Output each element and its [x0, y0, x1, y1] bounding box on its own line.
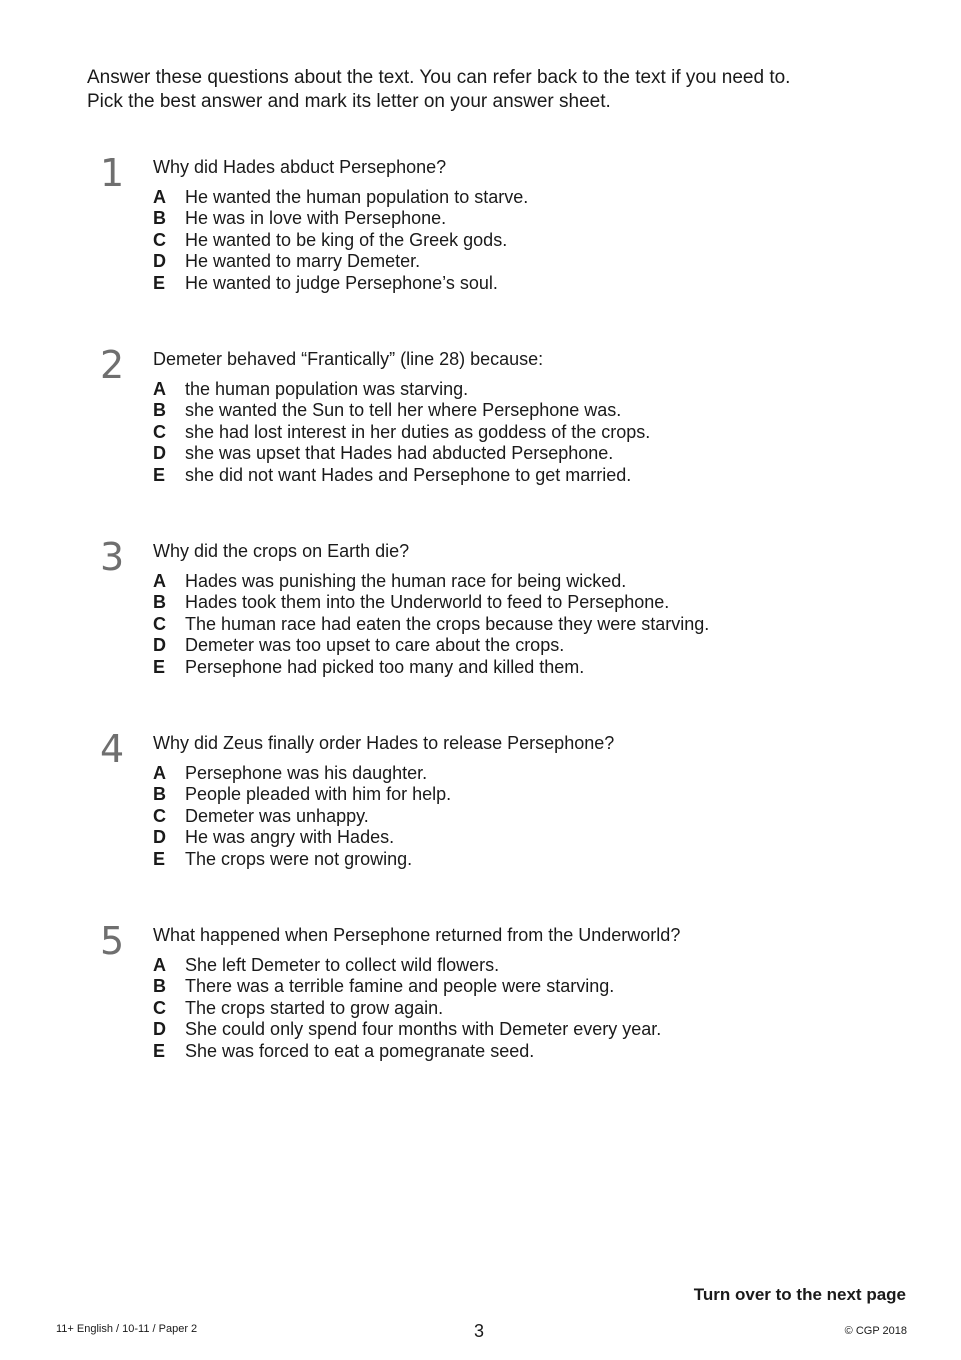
- option-text: she wanted the Sun to tell her where Persephone was.: [185, 400, 622, 421]
- option-letter: A: [153, 187, 166, 207]
- option-text: The human race had eaten the crops because they were starving.: [185, 613, 710, 634]
- answer-options: [153, 379, 650, 486]
- option-text: People pleaded with him for help.: [185, 784, 452, 805]
- option-letter: E: [153, 656, 166, 677]
- option-text: Demeter was unhappy.: [185, 805, 369, 826]
- answer-option-d: [153, 1019, 661, 1040]
- answer-option-d: [153, 827, 451, 848]
- option-letter: D: [153, 443, 166, 464]
- instructions: [87, 66, 887, 114]
- option-letter: C: [153, 805, 166, 826]
- option-text: The crops were not growing.: [185, 848, 413, 869]
- option-text: He wanted to judge Persephone’s soul.: [185, 272, 498, 293]
- option-letter: B: [153, 400, 166, 421]
- answer-option-d: [153, 251, 528, 272]
- option-text: she was upset that Hades had abducted Persephone.: [185, 443, 614, 464]
- option-text: He was angry with Hades.: [185, 827, 395, 848]
- answer-option-b: [153, 976, 661, 997]
- option-letter: D: [153, 827, 166, 848]
- option-letter: E: [153, 464, 166, 485]
- question-number: 2: [100, 343, 125, 387]
- option-letter: B: [153, 976, 166, 997]
- option-letter: D: [153, 635, 166, 656]
- option-letter: B: [153, 208, 166, 229]
- question-text: What happened when Persephone returned from the Underworld?: [153, 925, 681, 945]
- option-text: He wanted to be king of the Greek gods.: [185, 229, 508, 250]
- answer-option-b: [153, 208, 528, 229]
- answer-option-e: [153, 657, 709, 678]
- option-text: She could only spend four months with Demeter every year.: [185, 1019, 662, 1040]
- answer-option-b: [153, 400, 650, 421]
- answer-option-a: [153, 379, 650, 400]
- option-letter: C: [153, 229, 166, 250]
- option-letter: A: [153, 571, 166, 591]
- answer-option-e: [153, 849, 451, 870]
- option-text: the human population was starving.: [185, 379, 469, 399]
- answer-option-e: [153, 465, 650, 486]
- instructions-line-2: Pick the best answer and mark its letter on your answer sheet.: [87, 91, 611, 112]
- option-letter: A: [153, 379, 166, 399]
- option-text: He wanted to marry Demeter.: [185, 251, 421, 272]
- answer-options: [153, 187, 528, 294]
- question-text: Why did Zeus finally order Hades to release Persephone?: [153, 733, 615, 753]
- question-text: Why did Hades abduct Persephone?: [153, 157, 447, 177]
- option-letter: D: [153, 251, 166, 272]
- question-text: Demeter behaved “Frantically” (line 28) because:: [153, 349, 544, 369]
- instructions-line-1: Answer these questions about the text. You can refer back to the text if you need to.: [87, 67, 791, 88]
- answer-option-a: [153, 187, 528, 208]
- option-letter: D: [153, 1019, 166, 1040]
- option-letter: E: [153, 848, 166, 869]
- answer-option-e: [153, 273, 528, 294]
- answer-option-d: [153, 443, 650, 464]
- option-letter: A: [153, 955, 166, 975]
- option-text: Demeter was too upset to care about the crops.: [185, 635, 565, 656]
- answer-option-a: [153, 955, 661, 976]
- answer-option-b: [153, 592, 709, 613]
- question-number: 3: [100, 535, 125, 579]
- page-number: 3: [474, 1321, 485, 1341]
- answer-option-a: [153, 571, 709, 592]
- answer-option-c: [153, 422, 650, 443]
- answer-option-c: [153, 998, 661, 1019]
- option-text: The crops started to grow again.: [185, 997, 444, 1018]
- answer-option-c: [153, 614, 709, 635]
- option-text: Persephone was his daughter.: [185, 763, 428, 783]
- option-letter: A: [153, 763, 166, 783]
- option-letter: C: [153, 613, 166, 634]
- paper-reference: 11+ English / 10-11 / Paper 2: [56, 1323, 198, 1335]
- answer-option-e: [153, 1041, 661, 1062]
- option-letter: C: [153, 997, 166, 1018]
- answer-option-b: [153, 784, 451, 805]
- question-number: 4: [100, 727, 125, 771]
- answer-options: [153, 955, 661, 1062]
- answer-option-c: [153, 230, 528, 251]
- option-text: There was a terrible famine and people were starving.: [185, 976, 615, 997]
- option-text: she did not want Hades and Persephone to get married.: [185, 464, 632, 485]
- option-text: she had lost interest in her duties as goddess of the crops.: [185, 421, 651, 442]
- option-text: He wanted the human population to starve.: [185, 187, 529, 207]
- question-number: 5: [100, 919, 125, 963]
- option-letter: C: [153, 421, 166, 442]
- copyright: © CGP 2018: [844, 1325, 907, 1337]
- question-number: 1: [100, 151, 125, 195]
- answer-option-c: [153, 806, 451, 827]
- option-text: Hades was punishing the human race for being wicked.: [185, 571, 627, 591]
- option-letter: E: [153, 1040, 166, 1061]
- answer-options: [153, 763, 451, 870]
- option-text: Persephone had picked too many and killed them.: [185, 656, 585, 677]
- answer-option-d: [153, 635, 709, 656]
- answer-options: [153, 571, 709, 678]
- option-letter: B: [153, 784, 166, 805]
- option-letter: B: [153, 592, 166, 613]
- option-text: She left Demeter to collect wild flowers.: [185, 955, 500, 975]
- option-text: He was in love with Persephone.: [185, 208, 447, 229]
- option-text: Hades took them into the Underworld to feed to Persephone.: [185, 592, 670, 613]
- question-text: Why did the crops on Earth die?: [153, 541, 410, 561]
- option-letter: E: [153, 272, 166, 293]
- answer-option-a: [153, 763, 451, 784]
- turn-over-note: Turn over to the next page: [693, 1285, 906, 1304]
- option-text: She was forced to eat a pomegranate seed.: [185, 1040, 535, 1061]
